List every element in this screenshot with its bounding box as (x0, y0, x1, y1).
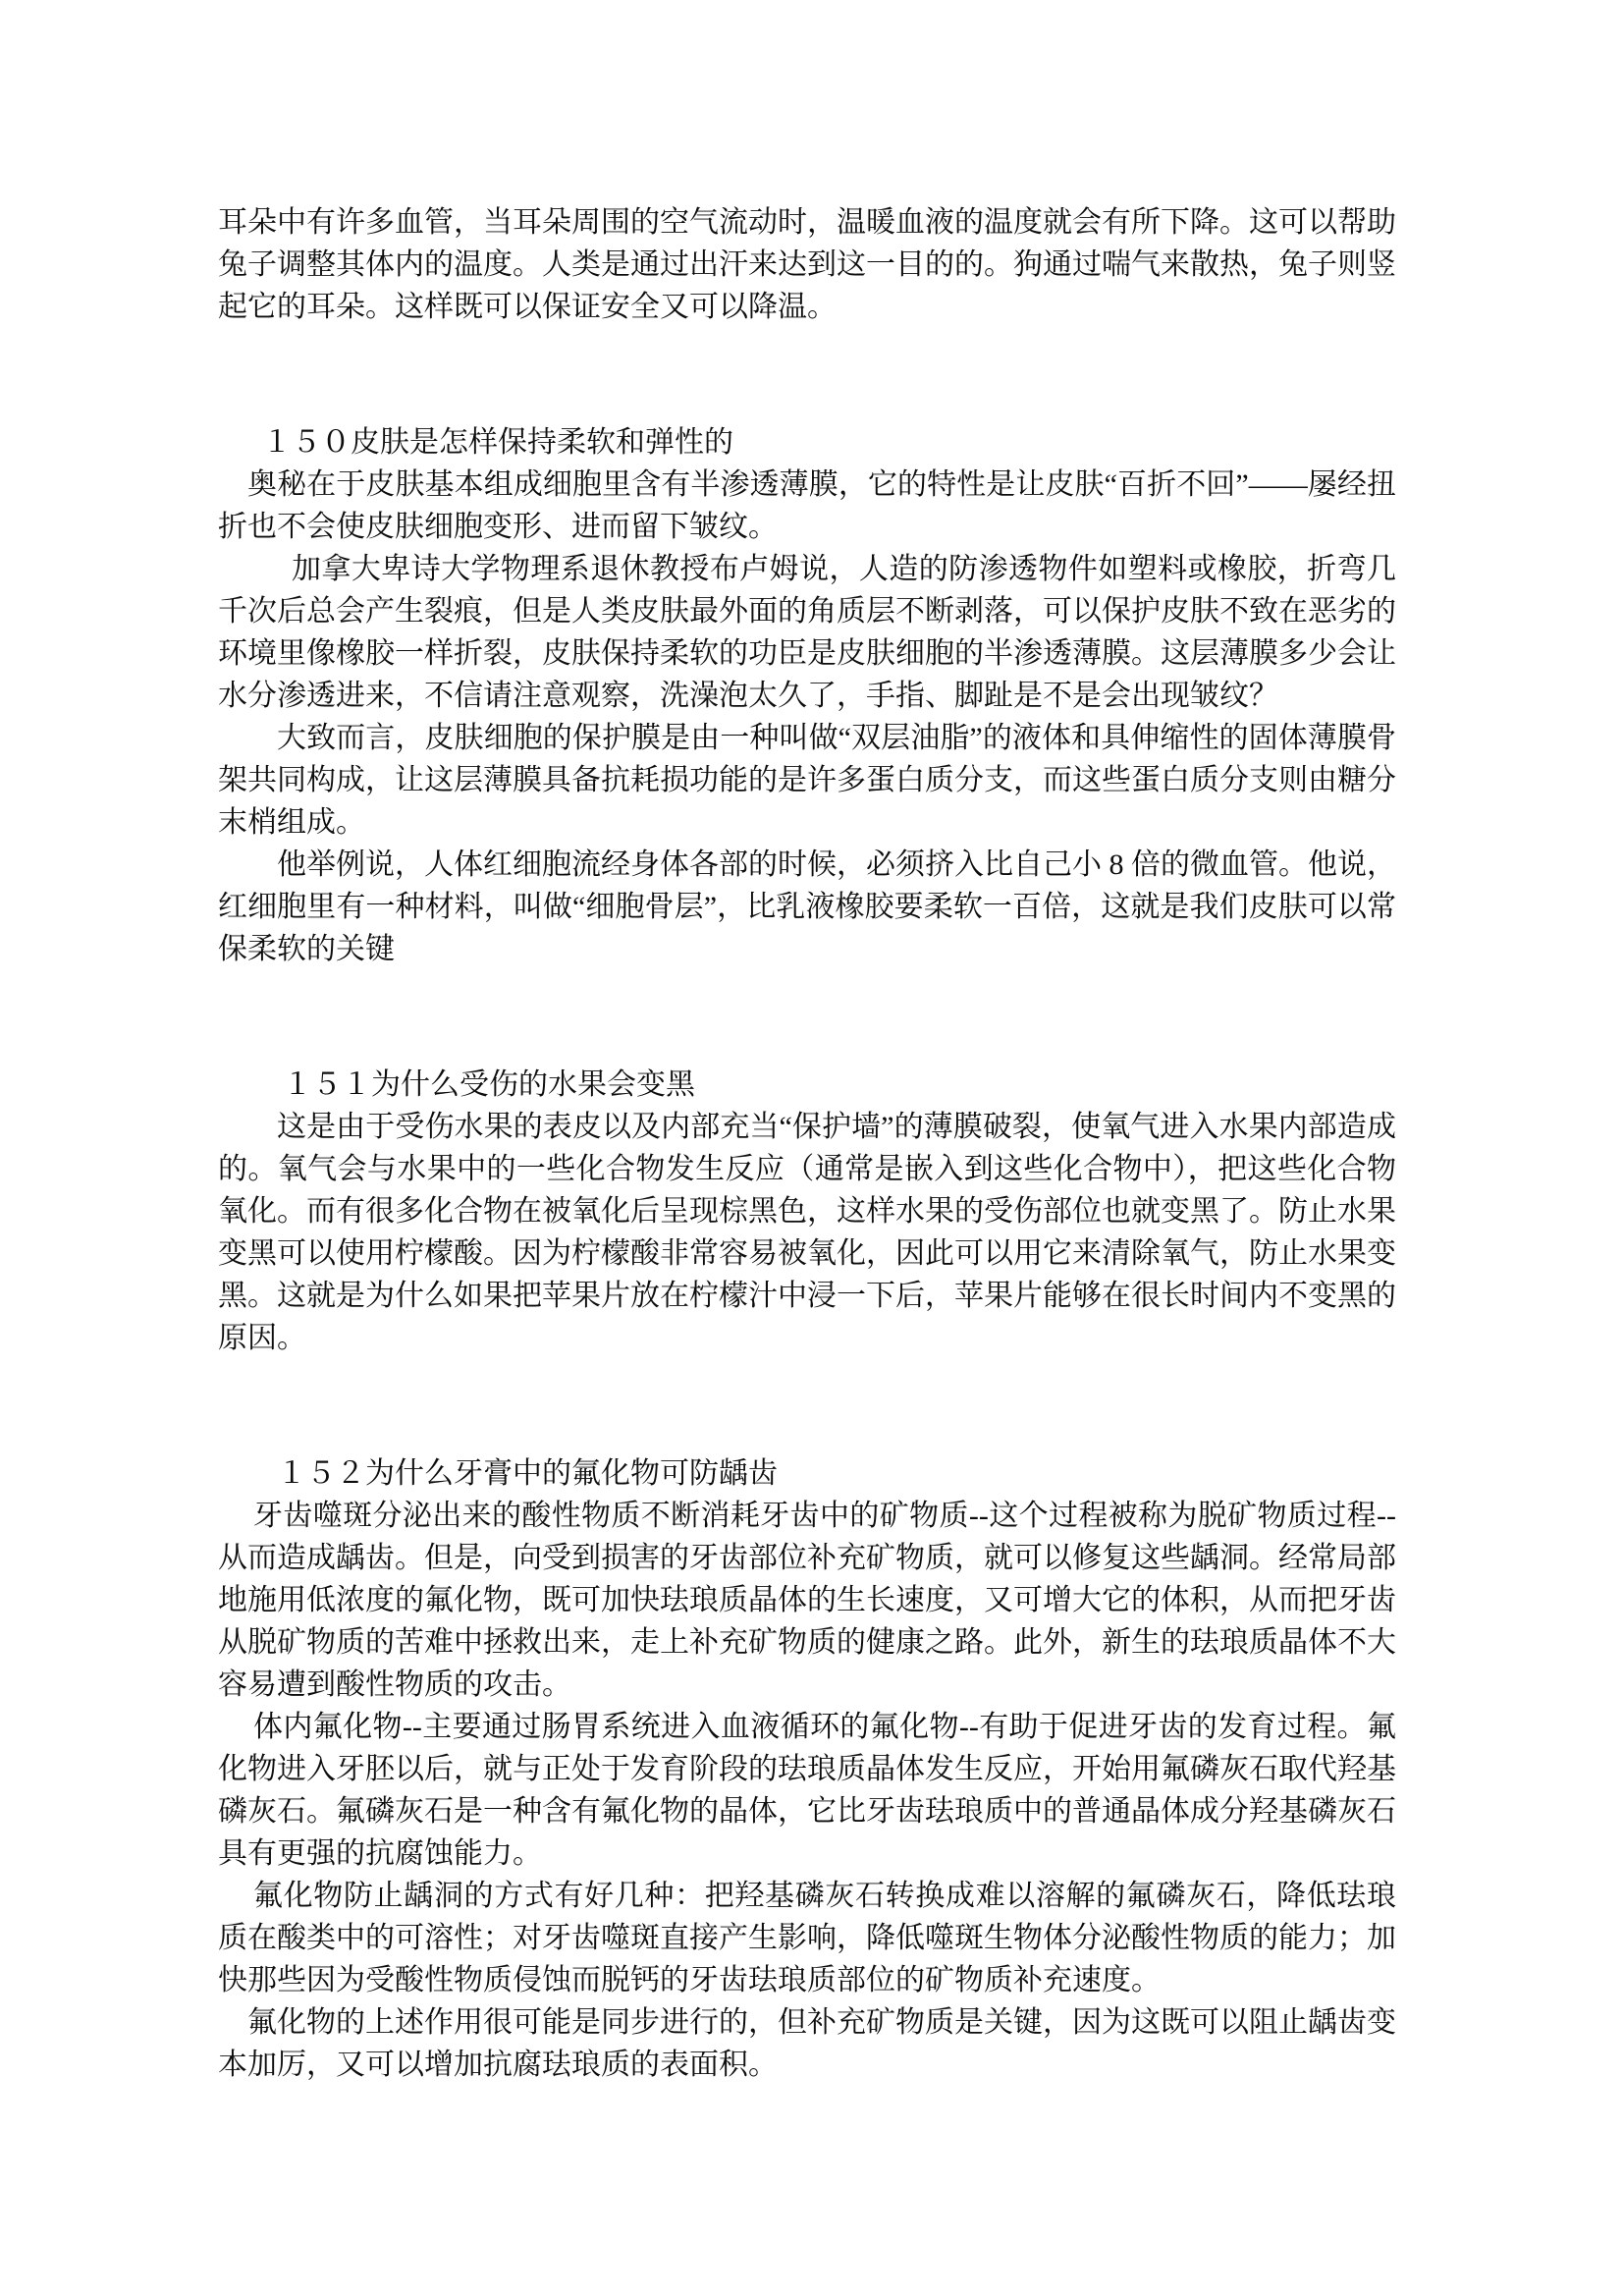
section-150-paragraph-4: 他举例说，人体红细胞流经身体各部的时候，必须挤入比自己小 8 倍的微血管。他说，红细胞里有一种材料，叫做“细胞骨层”，比乳液橡胶要柔软一百倍，这就是我们皮肤可以常保柔软的关键 (218, 848, 1396, 965)
section-150-paragraph-3: 大致而言，皮肤细胞的保护膜是由一种叫做“双层油脂”的液体和具伸缩性的固体薄膜骨架共同构成，让这层薄膜具备抗耗损功能的是许多蛋白质分支，而这些蛋白质分支则由糖分末梢组成。 (218, 722, 1396, 839)
section-151-paragraph-1: 这是由于受伤水果的表皮以及内部充当“保护墙”的薄膜破裂，使氧气进入水果内部造成的。氧气会与水果中的一些化合物发生反应（通常是嵌入到这些化合物中），把这些化合物氧化。而有很多化合物在被氧化后呈现棕黑色，这样水果的受伤部位也就变黑了。防止水果变黑可以使用柠檬酸。因为柠檬酸非常容易被氧化，因此可以用它来清除氧气，防止水果变黑。这就是为什么如果把苹果片放在柠檬汁中浸一下后，苹果片能够在很长时间内不变黑的原因。 (218, 1111, 1396, 1354)
section-151-heading: １５１为什么受伤的水果会变黑 (283, 1068, 695, 1101)
section-152-heading: １５２为什么牙膏中的氟化物可防龋齿 (277, 1457, 778, 1490)
section-152-paragraph-4: 氟化物的上述作用很可能是同步进行的，但补充矿物质是关键，因为这既可以阻止龋齿变本加厉，又可以增加抗腐珐琅质的表面积。 (218, 2006, 1396, 2081)
section-150-paragraph-2: 加拿大卑诗大学物理系退休教授布卢姆说，人造的防渗透物件如塑料或橡胶，折弯几千次后总会产生裂痕，但是人类皮肤最外面的角质层不断剥落，可以保护皮肤不致在恶劣的环境里像橡胶一样折裂，皮肤保持柔软的功臣是皮肤细胞的半渗透薄膜。这层薄膜多少会让水分渗透进来，不信请注意观察，洗澡泡太久了，手指、脚趾是不是会出现皱纹？ (218, 553, 1396, 712)
intro-paragraph-rabbit-ears: 耳朵中有许多血管，当耳朵周围的空气流动时，温暖血液的温度就会有所下降。这可以帮助兔子调整其体内的温度。人类是通过出汗来达到这一目的的。狗通过喘气来散热，兔子则竖起它的耳朵。这样既可以保证安全又可以降温。 (218, 206, 1396, 323)
section-152-paragraph-2: 体内氟化物--主要通过肠胃系统进入血液循环的氟化物--有助于促进牙齿的发育过程。氟化物进入牙胚以后，就与正处于发育阶段的珐琅质晶体发生反应，开始用氟磷灰石取代羟基磷灰石。氟磷灰石是一种含有氟化物的晶体，它比牙齿珐琅质中的普通晶体成分羟基磷灰石具有更强的抗腐蚀能力。 (218, 1711, 1396, 1870)
section-152-paragraph-3: 氟化物防止龋洞的方式有好几种：把羟基磷灰石转换成难以溶解的氟磷灰石，降低珐琅质在酸类中的可溶性；对牙齿噬斑直接产生影响，降低噬斑生物体分泌酸性物质的能力；加快那些因为受酸性物质侵蚀而脱钙的牙齿珐琅质部位的矿物质补充速度。 (218, 1880, 1396, 1996)
section-152-paragraph-1: 牙齿噬斑分泌出来的酸性物质不断消耗牙齿中的矿物质--这个过程被称为脱矿物质过程--从而造成龋齿。但是，向受到损害的牙齿部位补充矿物质，就可以修复这些龋洞。经常局部地施用低浓度的氟化物，既可加快珐琅质晶体的生长速度，又可增大它的体积，从而把牙齿从脱矿物质的苦难中拯救出来，走上补充矿物质的健康之路。此外，新生的珐琅质晶体不大容易遭到酸性物质的攻击。 (218, 1500, 1396, 1701)
section-150-paragraph-1: 奥秘在于皮肤基本组成细胞里含有半渗透薄膜，它的特性是让皮肤“百折不回”——屡经扭折也不会使皮肤细胞变形、进而留下皱纹。 (218, 468, 1396, 543)
section-150-heading: １５０皮肤是怎样保持柔软和弹性的 (262, 426, 733, 459)
